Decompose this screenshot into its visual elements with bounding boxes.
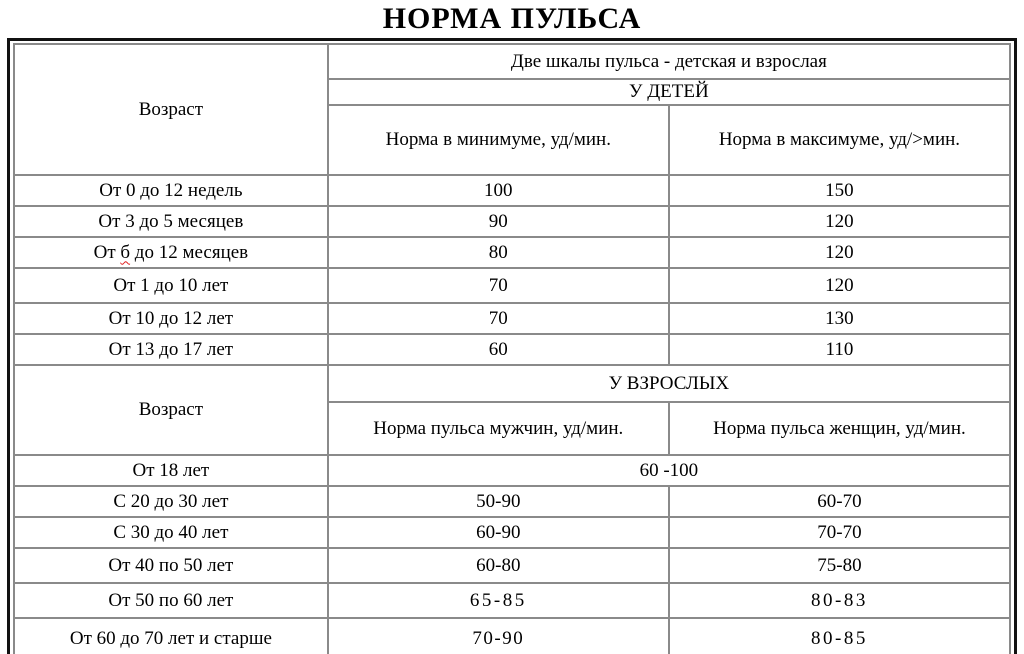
table-row — [14, 237, 1010, 268]
children-col-min-header: Норма в минимуме, уд/мин. — [328, 105, 669, 175]
children-row-label: От 0 до 12 недель — [14, 175, 328, 206]
table-row — [14, 303, 1010, 334]
children-row-label: От 1 до 10 лет — [14, 268, 328, 303]
table-row — [14, 365, 1010, 402]
children-row-label: От 10 до 12 лет — [14, 303, 328, 334]
pulse-table-frame — [7, 38, 1017, 654]
adults-row-label: С 30 до 40 лет — [14, 517, 328, 548]
table-row — [14, 455, 1010, 486]
adults-row-women: 75-80 — [669, 548, 1010, 583]
adults-row-women: 80-85 — [669, 618, 1010, 654]
adults-row-men: 65-85 — [328, 583, 669, 618]
adults-row-men: 60-90 — [328, 517, 669, 548]
adults-merged-value: 60 -100 — [328, 455, 1010, 486]
children-row-min: 60 — [328, 334, 669, 365]
children-row-max: 120 — [669, 237, 1010, 268]
children-row-min: 80 — [328, 237, 669, 268]
adults-row-label: От 50 по 60 лет — [14, 583, 328, 618]
table-row — [14, 486, 1010, 517]
children-row-label — [14, 237, 328, 268]
adults-row-label: От 40 по 50 лет — [14, 548, 328, 583]
scales-header-cell: Две шкалы пульса - детская и взрослая — [328, 44, 1010, 79]
table-row — [14, 44, 1010, 79]
children-row-min: 70 — [328, 268, 669, 303]
adults-section-header-cell: У ВЗРОСЛЫХ — [328, 365, 1010, 402]
children-row-max: 120 — [669, 206, 1010, 237]
adults-age-header-cell: Возраст — [14, 365, 328, 455]
table-row — [14, 175, 1010, 206]
label-suffix: до 12 месяцев — [130, 241, 249, 263]
table-row — [14, 618, 1010, 654]
adults-row-label: От 60 до 70 лет и старше — [14, 618, 328, 654]
table-row — [14, 583, 1010, 618]
table-row — [14, 268, 1010, 303]
misspelled-word: б — [120, 241, 131, 263]
adults-row-label: С 20 до 30 лет — [14, 486, 328, 517]
table-row — [14, 517, 1010, 548]
table-row — [14, 548, 1010, 583]
adults-row-label: От 18 лет — [14, 455, 328, 486]
table-row — [14, 334, 1010, 365]
children-age-header-cell: Возраст — [14, 44, 328, 175]
adults-row-men: 60-80 — [328, 548, 669, 583]
table-row — [14, 206, 1010, 237]
children-row-max: 110 — [669, 334, 1010, 365]
children-row-label: От 3 до 5 месяцев — [14, 206, 328, 237]
adults-col-women-header: Норма пульса женщин, уд/мин. — [669, 402, 1010, 455]
children-col-max-header: Норма в максимуме, уд/>мин. — [669, 105, 1010, 175]
children-row-min: 100 — [328, 175, 669, 206]
label-prefix: От — [93, 241, 121, 263]
adults-row-women: 70-70 — [669, 517, 1010, 548]
children-row-min: 90 — [328, 206, 669, 237]
children-row-max: 130 — [669, 303, 1010, 334]
pulse-norm-table — [13, 43, 1011, 654]
adults-col-men-header: Норма пульса мужчин, уд/мин. — [328, 402, 669, 455]
children-section-header-cell: У ДЕТЕЙ — [328, 79, 1010, 105]
children-row-min: 70 — [328, 303, 669, 334]
adults-row-men: 70-90 — [328, 618, 669, 654]
children-row-max: 120 — [669, 268, 1010, 303]
adults-row-women: 60-70 — [669, 486, 1010, 517]
children-row-max: 150 — [669, 175, 1010, 206]
adults-row-women: 80-83 — [669, 583, 1010, 618]
adults-row-men: 50-90 — [328, 486, 669, 517]
children-row-label: От 13 до 17 лет — [14, 334, 328, 365]
page-title: НОРМА ПУЛЬСА — [382, 2, 642, 35]
